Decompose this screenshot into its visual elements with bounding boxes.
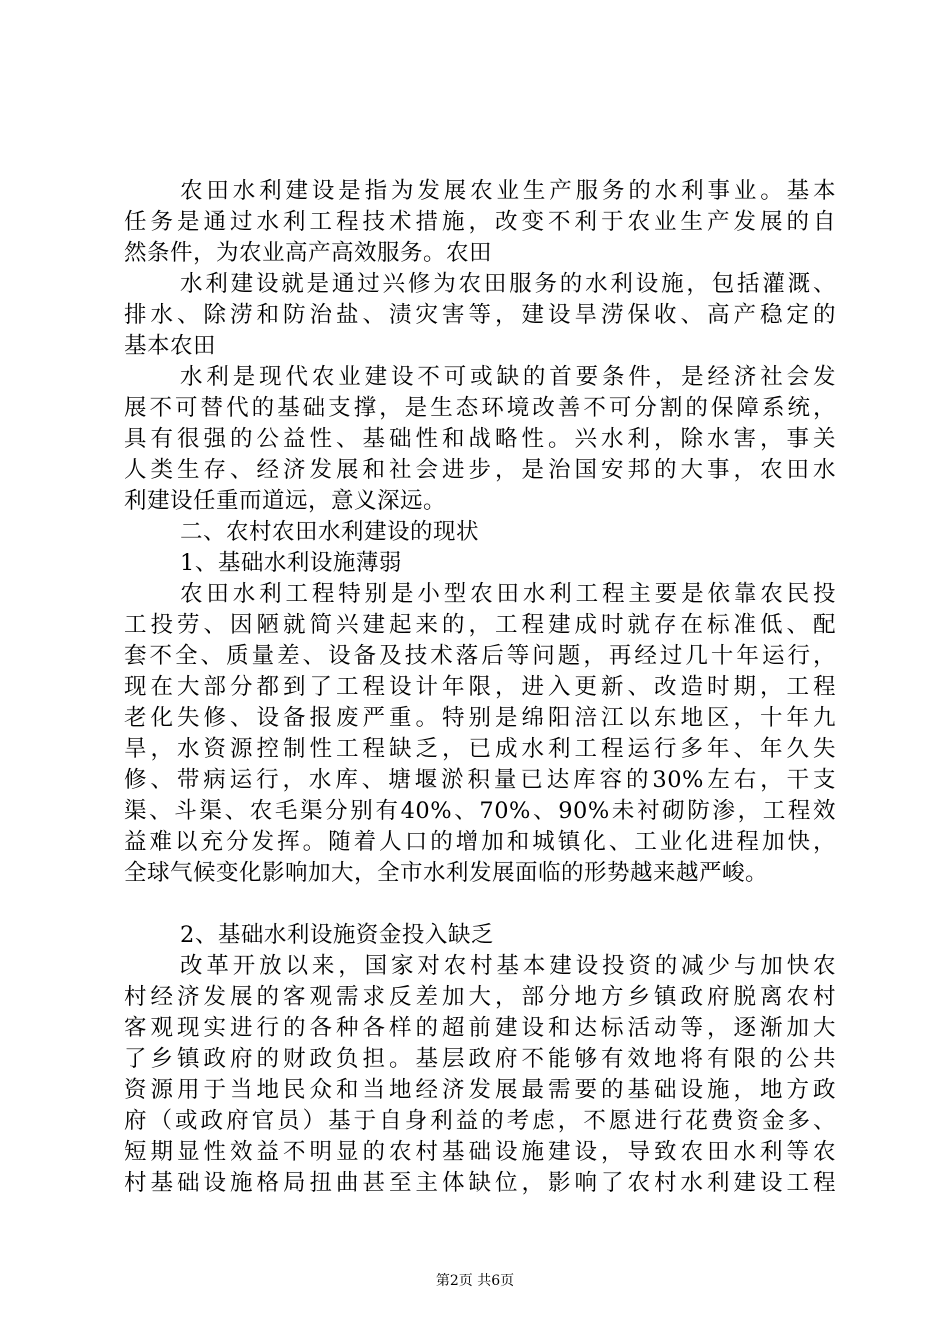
text-line: 排水、除涝和防治盐、渍灾害等，建设旱涝保收、高产稳定的 <box>124 302 836 328</box>
text-line: 利建设任重而道远，意义深远。 <box>124 488 447 514</box>
text-line: 旱，水资源控制性工程缺乏，已成水利工程运行多年、年久失 <box>124 736 836 762</box>
text-line: 现在大部分都到了工程设计年限，进入更新、改造时期，工程 <box>124 674 836 700</box>
text-line: 展不可替代的基础支撑，是生态环境改善不可分割的保障系统， <box>124 395 836 421</box>
subsection-heading: 1、基础水利设施薄弱 <box>180 550 402 576</box>
text-line: 农田水利建设是指为发展农业生产服务的水利事业。基本 <box>180 178 836 204</box>
text-line: 短期显性效益不明显的农村基础设施建设，导致农田水利等农 <box>124 1139 836 1165</box>
text-line: 然条件，为农业高产高效服务。农田 <box>124 240 493 266</box>
page-footer: 第2页 共6页 <box>435 1273 515 1289</box>
text-line: 老化失修、设备报废严重。特别是绵阳涪江以东地区，十年九 <box>124 705 836 731</box>
text-line: 工投劳、因陋就简兴建起来的，工程建成时就存在标准低、配 <box>124 612 836 638</box>
text-line: 资源用于当地民众和当地经济发展最需要的基础设施，地方政 <box>124 1077 836 1103</box>
subsection-heading: 2、基础水利设施资金投入缺乏 <box>180 922 494 948</box>
text-line: 修、带病运行，水库、塘堰淤积量已达库容的30%左右，干支 <box>124 767 836 793</box>
text-line: 任务是通过水利工程技术措施，改变不利于农业生产发展的自 <box>124 209 836 235</box>
text-line: 具有很强的公益性、基础性和战略性。兴水利，除水害，事关 <box>124 426 836 452</box>
text-line: 人类生存、经济发展和社会进步，是治国安邦的大事，农田水 <box>124 457 836 483</box>
text-line: 套不全、质量差、设备及技术落后等问题，再经过几十年运行， <box>124 643 836 669</box>
text-line: 全球气候变化影响加大，全市水利发展面临的形势越来越严峻。 <box>124 860 769 886</box>
text-line: 农田水利工程特别是小型农田水利工程主要是依靠农民投 <box>180 581 836 607</box>
text-line: 改革开放以来，国家对农村基本建设投资的减少与加快农 <box>180 953 836 979</box>
text-line: 益难以充分发挥。随着人口的增加和城镇化、工业化进程加快， <box>124 829 836 855</box>
text-line: 渠、斗渠、农毛渠分别有40%、70%、90%未衬砌防渗，工程效 <box>124 798 836 824</box>
text-line: 府（或政府官员）基于自身利益的考虑，不愿进行花费资金多、 <box>124 1108 836 1134</box>
text-line: 水利建设就是通过兴修为农田服务的水利设施，包括灌溉、 <box>180 271 836 297</box>
section-heading: 二、农村农田水利建设的现状 <box>180 519 480 545</box>
text-line: 村基础设施格局扭曲甚至主体缺位，影响了农村水利建设工程 <box>124 1170 836 1196</box>
text-line: 客观现实进行的各种各样的超前建设和达标活动等，逐渐加大 <box>124 1015 836 1041</box>
text-line: 水利是现代农业建设不可或缺的首要条件，是经济社会发 <box>180 364 836 390</box>
text-line: 了乡镇政府的财政负担。基层政府不能够有效地将有限的公共 <box>124 1046 836 1072</box>
text-line: 村经济发展的客观需求反差加大，部分地方乡镇政府脱离农村 <box>124 984 836 1010</box>
text-line: 基本农田 <box>124 333 217 359</box>
